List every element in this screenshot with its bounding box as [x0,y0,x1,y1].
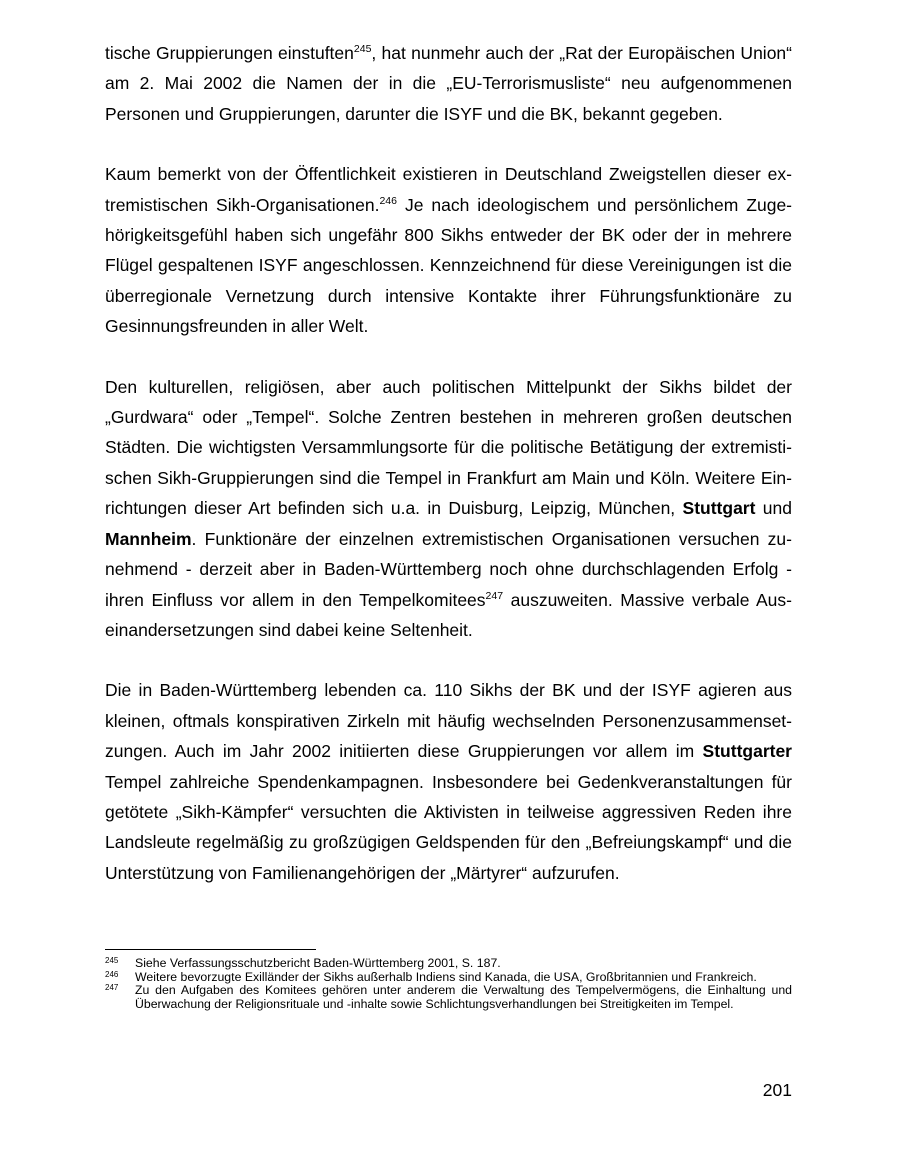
footnotes [105,957,792,1011]
text-run: tische Gruppierungen einstuften [105,43,354,63]
footnote [105,984,792,1011]
text-run: und [755,498,792,519]
footnote-separator [105,949,316,950]
paragraph [105,38,792,129]
text-run: Die in Baden-Württemberg lebenden ca. 110 Sikhs der BK und der ISYF agieren aus kleinen, oftmals konspirativen Zirkeln mit häufig wechselnden Personenzusammensetzungen. Auch im Jahr 2002 initiierten diese Gruppierungen vor allem im [105,680,792,762]
emphasized-text: Mannheim [105,528,192,549]
text-run: , hat nunmehr auch der „Rat der Europäischen Union“ am 2. Mai 2002 die Namen der in die „EU-Terrorismusliste“ neu aufgenommenen Personen und Gruppierungen, darunter die ISYF und die BK, bekannt gegeben. [105,43,792,124]
footnote-text: Siehe Verfassungsschutzbericht Baden-Württemberg 2001, S. 187. [135,956,501,970]
footnote-reference: 245 [353,43,372,56]
footnote-text: Weitere bevorzugte Exilländer der Sikhs außerhalb Indiens sind Kanada, die USA, Großbritannien und Frankreich. [135,969,757,984]
footnote [105,971,792,985]
text-run: Tempel zahlreiche Spendenkampagnen. Insbesondere bei Gedenkveranstaltungen für getötete „Sikh-Kämpfer“ versuchten die Aktivisten in teilweise aggressiven Reden ihre Landsleute regelmäßig zu großzügigen Geldspenden für den „Befreiungskampf“ und die Unterstützung von Familienangehörigen der „Märtyrer“ aufzurufen. [105,771,792,883]
paragraph [105,159,792,341]
text-run: Den kulturellen, religiösen, aber auch politischen Mittelpunkt der Sikhs bildet der „Gurdwara“ oder „Tempel“. Solche Zentren bestehen in mehreren großen deutschen Städten. Die wichtigsten Versammlungsorte für die politische Betätigung der extremistischen Sikh-Gruppierungen sind die Tempel in Frankfurt am Main und Köln. Weitere Einrichtungen dieser Art befinden sich u.a. in Duisburg, Leipzig, München, [105,376,792,519]
footnote-number: 245 [105,956,119,965]
paragraph [105,372,792,646]
body-text [105,38,792,888]
text-run: . Funktionäre der einzelnen extremistischen Organisationen versuchen zunehmend - derzeit aber in Baden-Württemberg noch ohne durchschlagenden Erfolg - ihren Einfluss vor allem in den Tempelkomitees [105,528,792,610]
footnote-reference: 246 [379,194,397,207]
emphasized-text: Stuttgart [682,498,756,519]
text-run: Je nach ideologischem und persönlichem Zugehörigkeitsgefühl haben sich ungefähr 800 Sikhs entweder der BK oder der in mehrere Flügel gespaltenen ISYF angeschlossen. Kennzeichnend für diese Vereinigungen ist die überregionale Vernetzung durch intensive Kontakte ihrer Führungsfunktionäre zu Gesinnungsfreunden in aller Welt. [105,194,792,337]
footnote-reference: 247 [485,589,504,602]
page-number: 201 [762,1080,792,1100]
emphasized-text: Stuttgarter [702,741,792,762]
text-run: Kaum bemerkt von der Öffentlichkeit existieren in Deutschland Zweigstellen dieser extremistischen Sikh-Organisationen. [105,164,792,215]
paragraph [105,675,792,888]
footnote-number: 247 [105,983,119,992]
footnote-text: Zu den Aufgaben des Komitees gehören unter anderem die Verwaltung des Tempelvermögens, die Einhaltung und Überwachung der Religionsrituale und -inhalte sowie Schlichtungsverhandlungen bei Streitigkeiten im Tempel. [135,983,792,1011]
footnote [105,957,792,971]
footnote-number: 246 [105,969,119,979]
text-run: auszuweiten. Massive verbale Auseinandersetzungen sind dabei keine Seltenheit. [105,589,792,640]
